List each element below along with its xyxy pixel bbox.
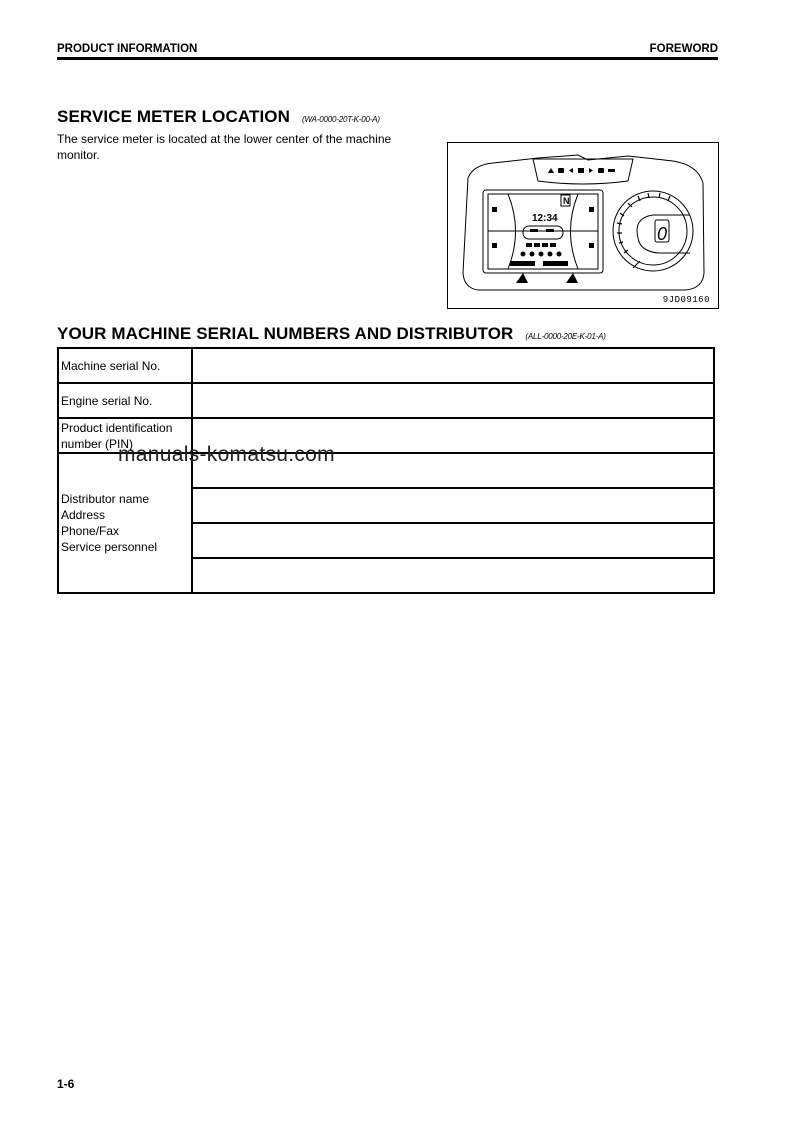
header-chapter: FOREWORD — [649, 43, 718, 55]
serial-section-heading — [57, 324, 606, 344]
distributor-label — [58, 453, 192, 593]
distributor-field-3[interactable] — [192, 523, 714, 558]
watermark: manuals-komatsu.com — [118, 443, 335, 466]
engine-serial-label: Engine serial No. — [58, 383, 192, 418]
service-meter-text: The service meter is located at the lower center of the machine monitor. — [57, 132, 392, 162]
table-row — [58, 348, 714, 383]
machine-serial-field[interactable] — [192, 348, 714, 383]
serial-section-title: YOUR MACHINE SERIAL NUMBERS AND DISTRIBUTOR — [57, 324, 514, 343]
address-label: Address — [61, 508, 106, 522]
machine-monitor-figure — [447, 142, 719, 309]
page-header — [57, 43, 718, 57]
distributor-name-label: Distributor name — [61, 492, 150, 506]
engine-serial-field[interactable] — [192, 383, 714, 418]
speed-digit: 0 — [657, 224, 668, 244]
page-number: 1-6 — [57, 1077, 75, 1091]
service-personnel-label: Service personnel — [61, 540, 158, 554]
machine-serial-label: Machine serial No. — [58, 348, 192, 383]
service-meter-title: SERVICE METER LOCATION — [57, 107, 290, 126]
pin-label: Product identification number (PIN) — [58, 418, 192, 453]
machine-monitor-illustration — [448, 143, 718, 308]
distributor-field-2[interactable] — [192, 488, 714, 523]
header-rule — [57, 57, 718, 60]
lcd-clock: 12:34 — [532, 213, 558, 224]
header-section: PRODUCT INFORMATION — [57, 43, 198, 55]
service-meter-heading — [57, 107, 380, 127]
service-meter-code: (WA-0000-20T-K-00-A) — [301, 115, 380, 124]
serial-numbers-table — [57, 347, 715, 594]
phone-fax-label: Phone/Fax — [61, 524, 120, 538]
gear-indicator: N — [563, 196, 570, 206]
table-row — [58, 383, 714, 418]
serial-section-code: (ALL-0000-20E-K-01-A) — [525, 332, 606, 341]
figure-caption: 9JD09160 — [662, 295, 710, 305]
distributor-field-4[interactable] — [192, 558, 714, 593]
